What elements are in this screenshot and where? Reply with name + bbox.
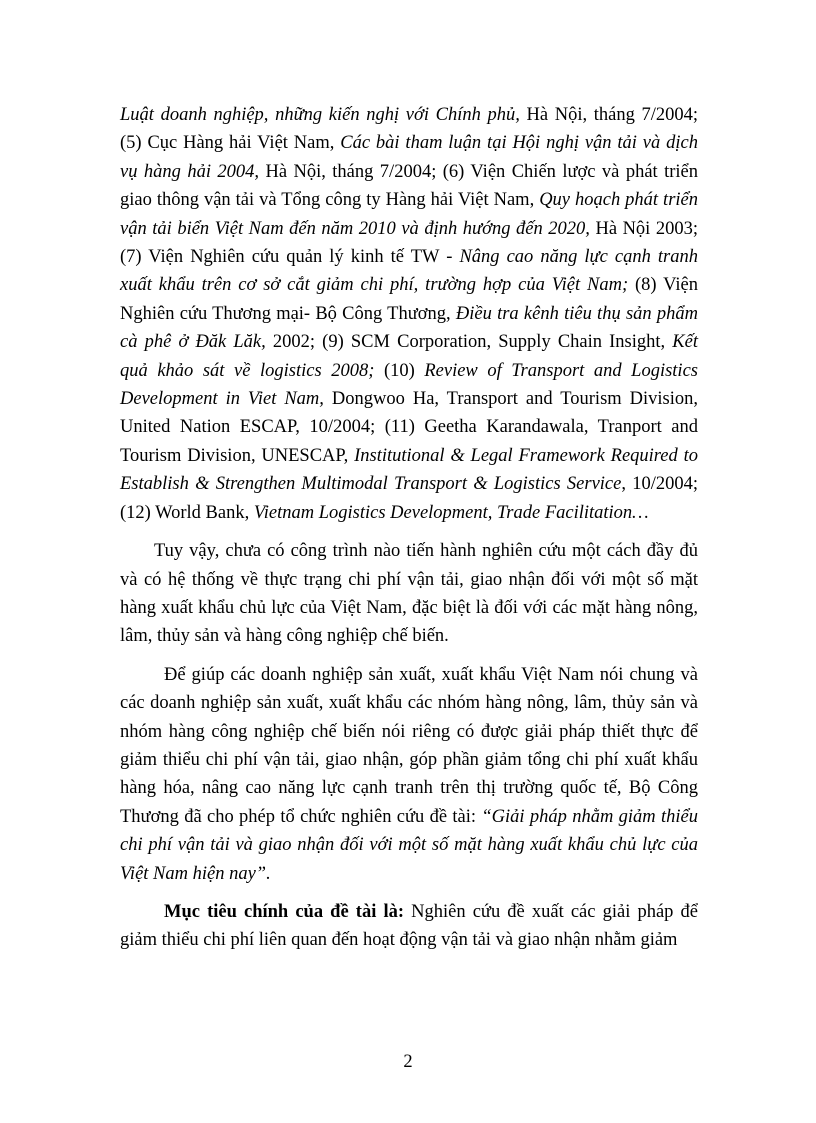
- reference-segment: Hà Nội 2003; (7) Viện Nghiên cứu quản lý kinh tế TW -: [120, 218, 699, 268]
- references-paragraph: [120, 101, 698, 527]
- reference-segment: 2002; (9) SCM Corporation, Supply Chain Insight,: [265, 332, 673, 353]
- reference-segment: (8) Viện Nghiên cứu Thương mại- Bộ Công Thương,: [120, 275, 698, 324]
- page-number: 2: [403, 1052, 413, 1072]
- reference-segment: Hà Nội, tháng 7/2004; (5) Cục Hàng hải Việt Nam,: [120, 105, 698, 154]
- objective-paragraph: [120, 898, 698, 955]
- body-paragraph: Tuy vậy, chưa có công trình nào tiến hành nghiên cứu một cách đầy đủ và có hệ thống về thực trạng chi phí vận tải, giao nhận đối với một số mặt hàng xuất khẩu chủ lực của Việt Nam, đặc biệt là đối với các mặt hàng nông, lâm, thủy sản và hàng công nghiệp chế biến.: [120, 541, 698, 647]
- reference-segment: Các bài tham luận tại Hội nghị vận tải và dịch vụ hàng hải 2004,: [120, 133, 698, 182]
- reference-segment: Luật doanh nghiệp, những kiến nghị với Chính phủ,: [120, 105, 520, 125]
- body-paragraph: [120, 661, 698, 888]
- reference-segment: Điều tra kênh tiêu thụ sản phẩm cà phê ở Đăk Lăk,: [120, 303, 698, 353]
- reference-segment: Nâng cao năng lực cạnh tranh xuất khẩu trên cơ sở cắt giảm chi phí, trường hợp của Việt Nam;: [120, 247, 699, 296]
- document-page: [120, 101, 698, 955]
- reference-segment: Vietnam Logistics Development, Trade Facilitation…: [253, 502, 649, 523]
- reference-segment: , 10/2004; (12) World Bank,: [120, 474, 698, 523]
- reference-segment: Hà Nội, tháng 7/2004; (6) Viện Chiến lược và phát triển giao thông vận tải và Tổng công ty Hàng hải Việt Nam,: [120, 161, 698, 211]
- reference-segment: Dongwoo Ha, Transport and Tourism Division, United Nation ESCAP, 10/2004; (11) Geetha Karandawala, Tranport and Tourism Division, UNESCAP,: [120, 389, 698, 466]
- reference-segment: Kết quả khảo sát về logistics 2008;: [120, 332, 698, 381]
- reference-segment: Institutional & Legal Framework Required to Establish & Strengthen Multimodal Transport & Logistics Service: [120, 445, 698, 495]
- reference-segment: (10): [374, 360, 425, 381]
- reference-segment: Review of Transport and Logistics Development in Viet Nam,: [120, 360, 698, 410]
- project-title: “Giải pháp nhằm giảm thiểu chi phí vận tải và giao nhận đối với một số mặt hàng xuất khẩu chủ lực của Việt Nam hiện nay”.: [120, 806, 698, 884]
- objective-text: Nghiên cứu đề xuất các giải pháp để giảm thiểu chi phí liên quan đến hoạt động vận tải và giao nhận nhằm giảm: [120, 901, 698, 951]
- objective-label: Mục tiêu chính của đề tài là:: [164, 901, 405, 922]
- paragraph-text: Để giúp các doanh nghiệp sản xuất, xuất khẩu Việt Nam nói chung và các doanh nghiệp sản xuất, xuất khẩu các nhóm hàng nông, lâm, thủy sản và nhóm hàng công nghiệp chế biến nói riêng có được giải pháp thiết thực để giảm thiểu chi phí vận tải, giao nhận, góp phần giảm tổng chi phí xuất khẩu hàng hóa, nâng cao năng lực cạnh tranh trên thị trường quốc tế, Bộ Công Thương đã cho phép tổ chức nghiên cứu đề tài:: [120, 664, 698, 827]
- reference-segment: Quy hoạch phát triển vận tải biển Việt Nam đến năm 2010 và định hướng đến 2020,: [120, 190, 698, 239]
